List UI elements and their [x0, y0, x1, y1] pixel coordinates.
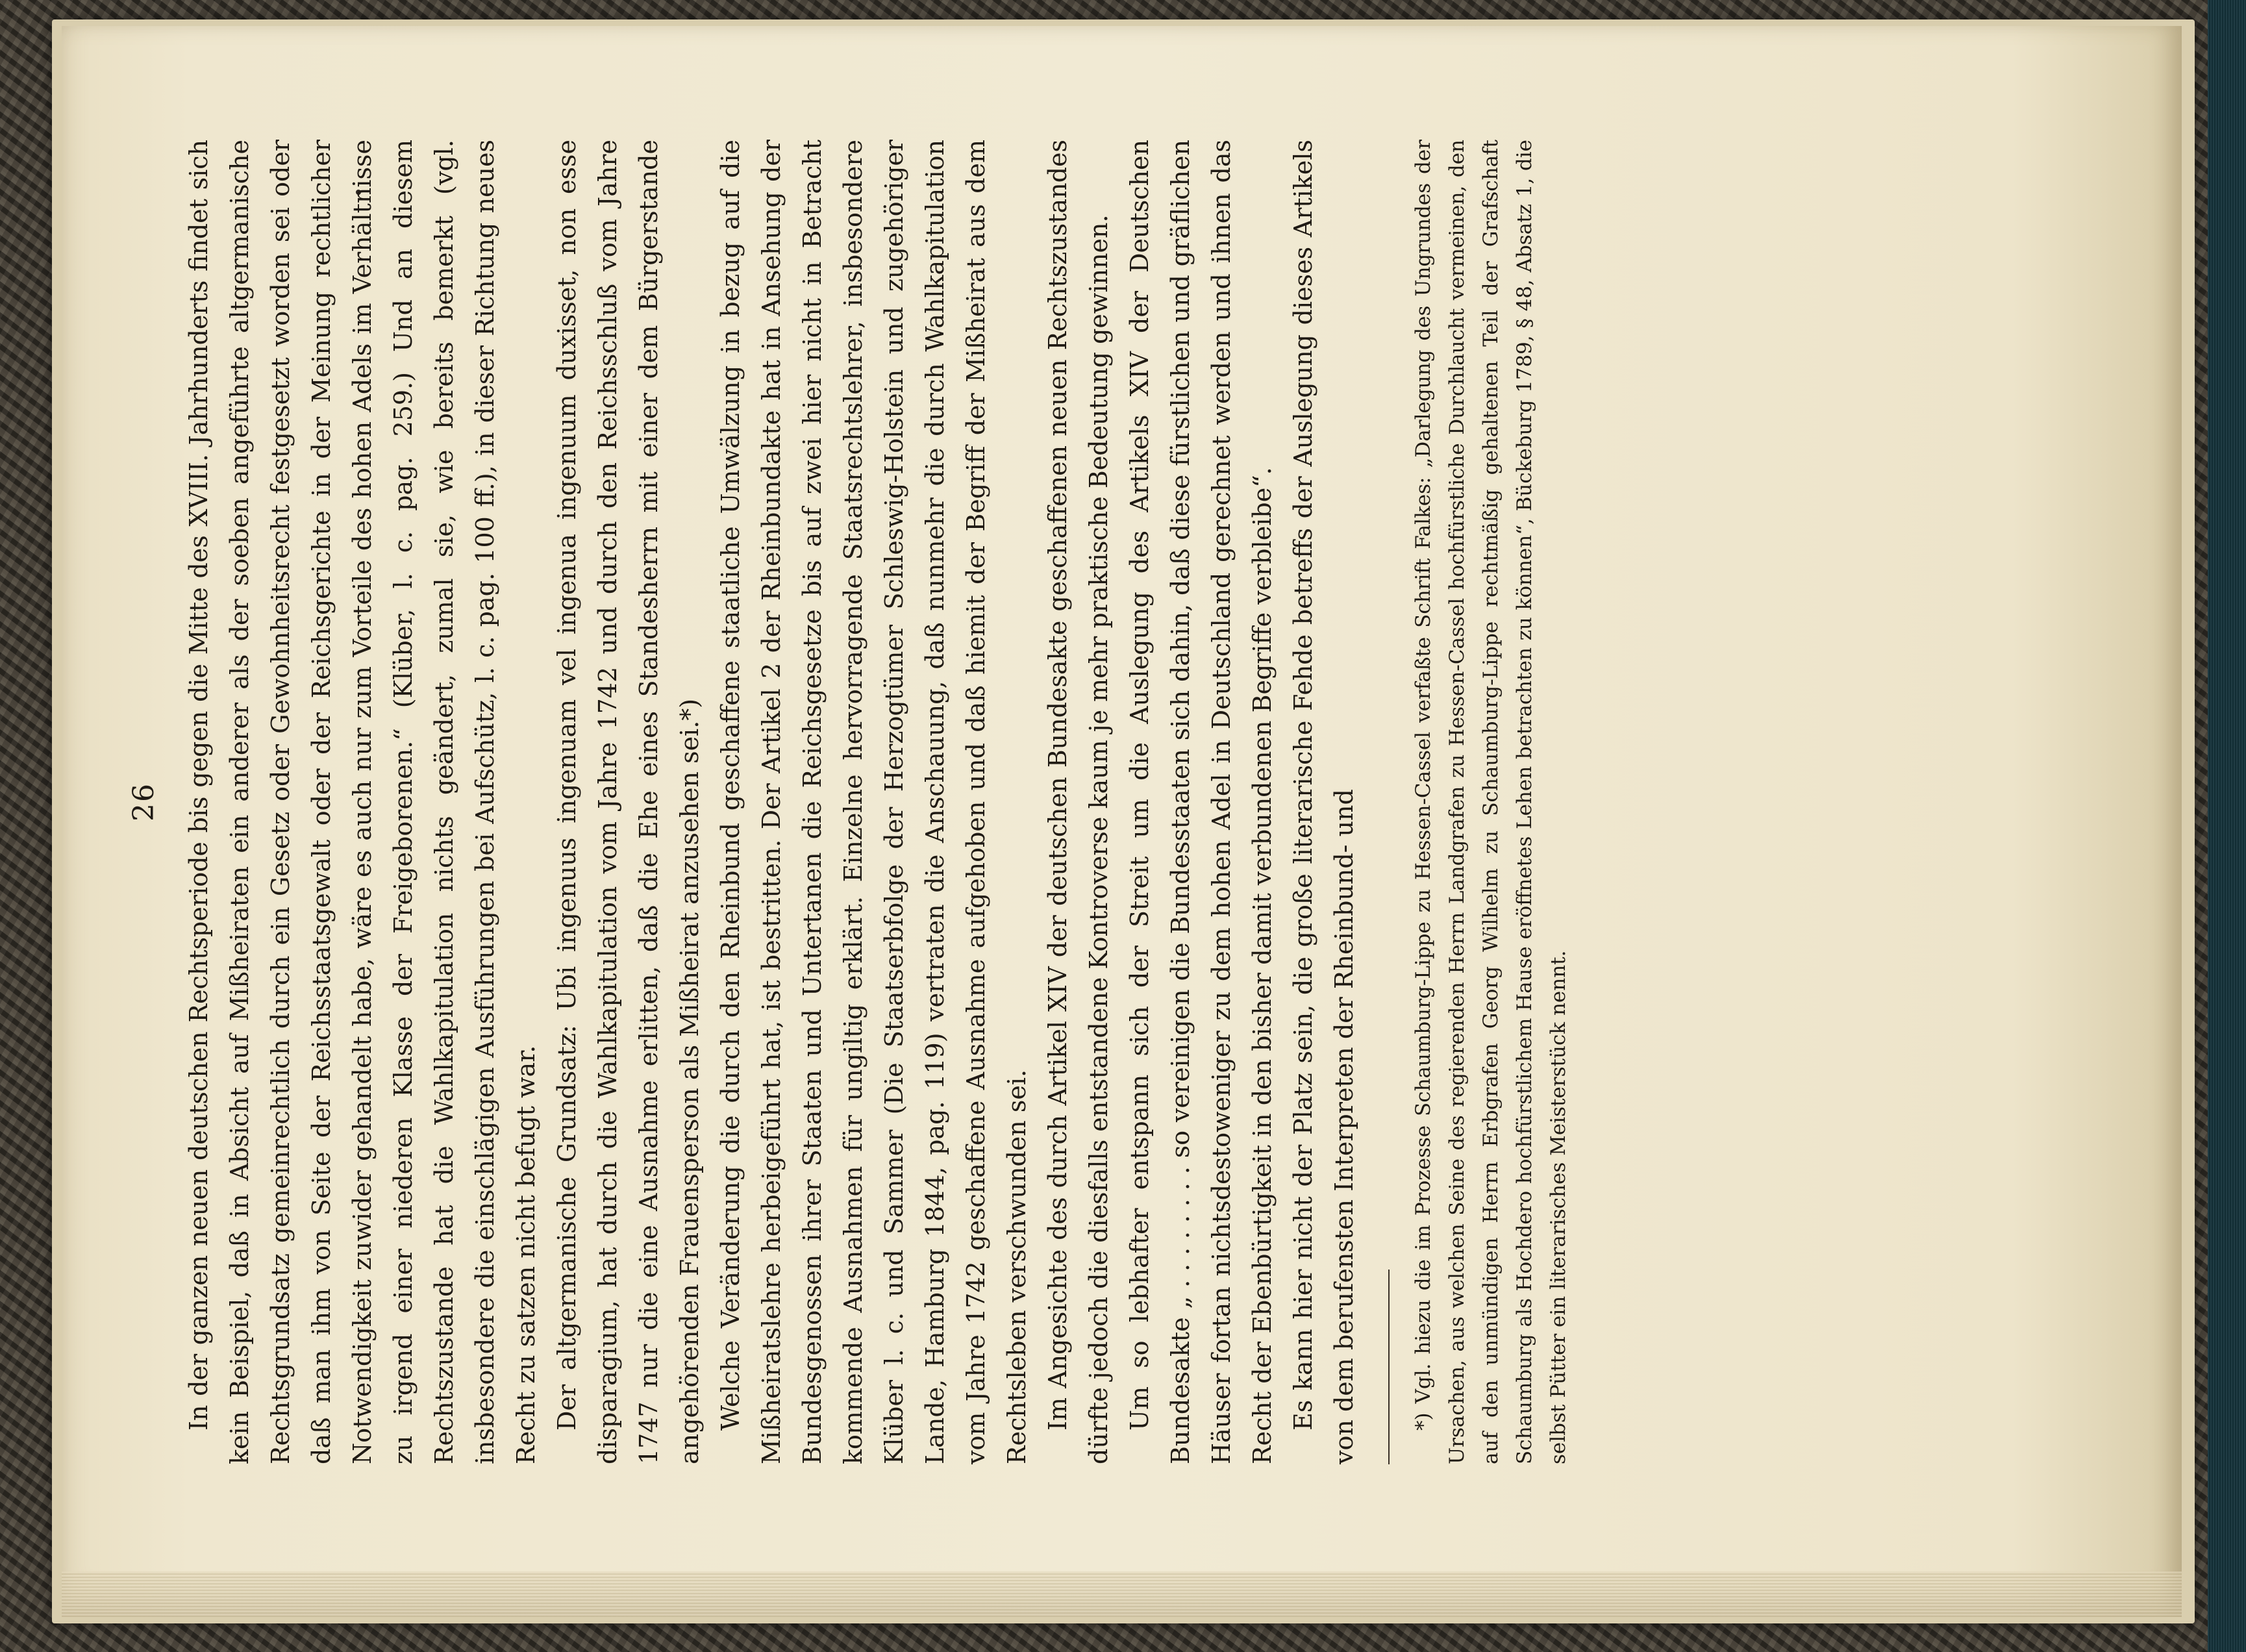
page-edges: [62, 1571, 2182, 1617]
footnote-divider: [1388, 1270, 1390, 1464]
paragraph-3: Welche Veränderung die durch den Rheinbund geschaffene staatliche Umwälzung in bezug auf die Mißheiratslehre herbeigeführt hat, ist bestritten. Der Artikel 2 der Rheinbundakte hat in Ansehung der Bundesgenossen ihrer Staaten und Untertanen die Reichsgesetze bis auf zwei hier nicht in Betracht kommende Ausnahmen für ungiltig erklärt. Einzelne hervorragende Staatsrechtslehrer, insbesondere Klüber l. c. und Sammer (Die Staatserbfolge der Herzogtümer Schleswig-Holstein und zugehöriger Lande, Hamburg 1844, pag. 119) vertraten die Anschauung, daß nunmehr die durch Wahlkapitulation vom Jahre 1742 geschaffene Ausnahme aufgehoben und daß hiemit der Begriff der Mißheirat aus dem Rechtsleben verschwunden sei.: [716, 140, 1031, 1464]
footnote: *) Vgl. hiezu die im Prozesse Schaumburg-Lippe zu Hessen-Cassel verfaßte Schrift Falkes: „Darlegung des Ungrundes der Ursachen, aus welchen Seine des regierenden Herrn Landgrafen zu Hessen-Cassel hochfürstliche Durchlaucht vermeinen, den auf den unmündigen Herrn Erbgrafen Georg Wilhelm zu Schaumburg-Lippe rechtmäßig gehaltenen Teil der Grafschaft Schaumburg als Hochdero hochfürstlichem Hause eröffnetes Lehen betrachten zu können“, Bückeburg 1789, § 48, Absatz 1, die selbst Pütter ein literarisches Meisterstück nennt.: [1412, 140, 1570, 1464]
paragraph-6: Es kann hier nicht der Platz sein, die große literarische Fehde betreffs der Auslegung dieses Artikels von dem berufensten Interpreten der Rheinbund- und: [1289, 140, 1358, 1464]
paragraph-5: Um so lebhafter entspann sich der Streit um die Auslegung des Artikels XIV der Deutschen Bundesakte „ . . . . . . . . so vereinigen die Bundesstaaten sich dahin, daß diese fürstlichen und gräflichen Häuser fortan nichtsdestoweniger zu dem hohen Adel in Deutschland gerechnet werden und ihnen das Recht der Ebenbürtigkeit in den bisher damit verbundenen Begriffe verbleibe“.: [1125, 140, 1277, 1464]
paragraph-2: Der altgermanische Grundsatz: Ubi ingenuus ingenuam vel ingenua ingenuum duxisset, non esse disparagium, hat durch die Wahlkapitulation vom Jahre 1742 und durch den Reichsschluß vom Jahre 1747 nur die eine Ausnahme erlitten, daß die Ehe eines Standesherrn mit einer dem Bürgerstande angehörenden Frauensperson als Mißheirat anzusehen sei.*): [553, 140, 704, 1464]
paragraph-4: Im Angesichte des durch Artikel XIV der deutschen Bundesakte geschaffenen neuen Rechtszustandes dürfte jedoch die diesfalls entstandene Kontroverse kaum je mehr praktische Bedeutung gewinnen.: [1043, 140, 1113, 1464]
book-spine-cloth: [2208, 0, 2246, 1652]
paragraph-1: In der ganzen neuen deutschen Rechtsperiode bis gegen die Mitte des XVIII. Jahrhunderts findet sich kein Beispiel, daß in Absicht auf Mißheiraten ein anderer als der soeben angeführte altgermanische Rechtsgrundsatz gemeinrechtlich durch ein Gesetz oder Gewohnheitsrecht festgesetzt worden sei oder daß man ihm von Seite der Reichsstaatsgewalt oder der Reichsgerichte in der Meinung rechtlicher Notwendigkeit zuwider gehandelt habe, wäre es auch nur zum Vorteile des hohen Adels im Verhältnisse zu irgend einer niederen Klasse der Freigeborenen.“ (Klüber, l. c. pag. 259.) Und an diesem Rechtszustande hat die Wahlkapitulation nichts geändert, zumal sie, wie bereits bemerkt (vgl. insbesondere die einschlägigen Ausführungen bei Aufschütz, l. c. pag. 100 ff.), in dieser Richtung neues Recht zu satzen nicht befugt war.: [184, 140, 540, 1464]
page-number: 26: [127, 782, 160, 821]
rotated-text-block: [123, 140, 1636, 1464]
